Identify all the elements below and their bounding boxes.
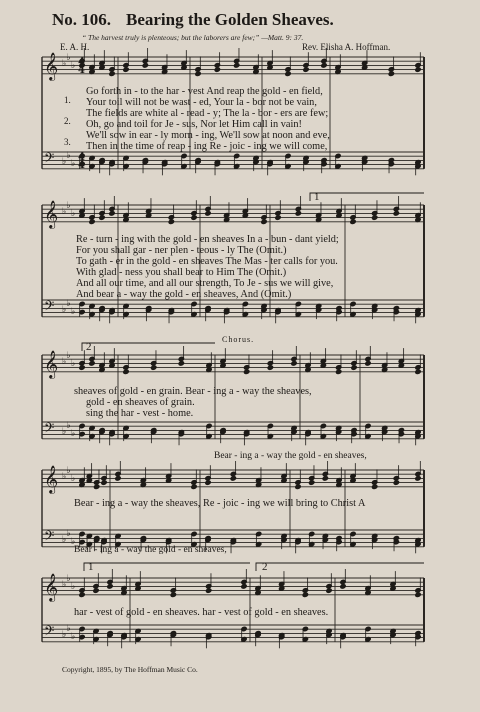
ending-mark: 1 — [88, 561, 94, 573]
note-head — [79, 365, 85, 370]
lyric-line: To gath - er in the gold - en sheaves The Mas - ter calls for you. — [76, 256, 338, 267]
lyric-line: And all our time, and all our strength, To Je - sus we will give, — [76, 278, 334, 289]
lyric-line: Your toil will not be wast - ed, Your la - bor not be vain, — [86, 97, 317, 108]
clef-icon: 𝄢 — [44, 420, 55, 439]
note-head — [109, 71, 115, 76]
note-head — [109, 211, 115, 216]
flat-icon: ♭ — [71, 474, 76, 484]
note-head — [365, 361, 371, 366]
note-head — [178, 361, 184, 366]
lyric-line: With glad - ness you shall bear to Him The (Omit.) — [76, 267, 287, 278]
lyric-line: har - vest of gold - en sheaves. har - vest of gold - en sheaves. — [74, 607, 329, 618]
note-head — [115, 476, 121, 481]
clef-icon: 𝄢 — [44, 528, 55, 547]
verse-number: 2. — [64, 116, 71, 126]
flat-icon: ♭ — [66, 201, 71, 211]
note-head — [94, 484, 100, 489]
note-head — [79, 592, 85, 597]
flat-icon: ♭ — [71, 632, 76, 642]
note-head — [89, 219, 95, 224]
note-head — [170, 592, 176, 597]
note-head — [295, 484, 301, 489]
note-head — [195, 71, 201, 76]
ending-mark: 1 — [314, 191, 320, 203]
note-head — [206, 588, 212, 593]
lyric-line: sheaves of gold - en grain. Bear - ing a - way the sheaves, — [74, 386, 312, 397]
flat-icon: ♭ — [62, 357, 67, 367]
ending-mark: 2 — [262, 561, 268, 573]
note-head — [205, 211, 211, 216]
ending-bracket — [256, 563, 424, 571]
lyric-line: sing the har - vest - home. — [86, 408, 194, 419]
note-head — [351, 365, 357, 370]
note-head — [372, 484, 378, 489]
note-head — [168, 219, 174, 224]
note-head — [309, 480, 315, 485]
flat-icon: ♭ — [62, 305, 67, 315]
note-head — [151, 365, 157, 370]
flat-icon: ♭ — [66, 421, 71, 431]
composer-credit: E. A. H. — [60, 42, 90, 52]
flat-icon: ♭ — [66, 529, 71, 539]
hymn-title: Bearing the Golden Sheaves. — [126, 10, 334, 29]
flat-icon: ♭ — [62, 472, 67, 482]
time-signature: 4 — [78, 57, 85, 68]
note-head — [267, 365, 273, 370]
time-signature: 4 — [78, 65, 85, 76]
lyric-line: We'll sow in ear - ly morn - ing, We'll sow at noon and eve, — [86, 130, 330, 141]
note-head — [336, 369, 342, 374]
note-head — [99, 215, 105, 220]
note-head — [415, 369, 421, 374]
note-head — [415, 592, 421, 597]
flat-icon: ♭ — [62, 535, 67, 545]
flat-icon: ♭ — [66, 466, 71, 476]
note-head — [191, 484, 197, 489]
clef-icon: 𝄞 — [44, 573, 59, 601]
lyric-line: Oh, go and toil for Je - sus, Nor let Him call in vain! — [86, 119, 302, 130]
clef-icon: 𝄢 — [44, 623, 55, 642]
flat-icon: ♭ — [71, 209, 76, 219]
flat-icon: ♭ — [71, 359, 76, 369]
note-head — [230, 476, 236, 481]
ending-bracket — [310, 193, 424, 201]
note-head — [303, 67, 309, 72]
flat-icon: ♭ — [62, 630, 67, 640]
note-head — [275, 215, 281, 220]
note-head — [123, 369, 129, 374]
flat-icon: ♭ — [62, 59, 67, 69]
clef-icon: 𝄢 — [44, 150, 55, 169]
verse-number: 1. — [64, 95, 71, 105]
flat-icon: ♭ — [66, 299, 71, 309]
ending-bracket — [82, 343, 215, 351]
lyric-line: Bear - ing a - way the sheaves, Re - joic - ing we will bring to Christ A — [74, 498, 366, 509]
note-head — [234, 63, 240, 68]
note-head — [285, 71, 291, 76]
note-head — [142, 63, 148, 68]
note-head — [214, 67, 220, 72]
bass-lyric-line: Bear - ing a - way the gold - en sheaves, — [74, 545, 227, 555]
flat-icon: ♭ — [71, 582, 76, 592]
flat-icon: ♭ — [62, 207, 67, 217]
lyric-line: gold - en sheaves of grain. — [86, 397, 195, 408]
note-head — [101, 480, 107, 485]
note-head — [89, 361, 95, 366]
lyric-line: Then in the time of reap - ing Re - joic - ing we will come, — [86, 141, 328, 152]
note-head — [326, 588, 332, 593]
note-head — [393, 211, 399, 216]
clef-icon: 𝄞 — [44, 350, 59, 378]
note-head — [372, 215, 378, 220]
note-head — [295, 211, 301, 216]
clef-icon: 𝄞 — [44, 52, 59, 80]
note-head — [244, 369, 250, 374]
note-head — [321, 63, 327, 68]
time-signature: 4 — [78, 160, 85, 171]
note-head — [302, 592, 308, 597]
flat-icon: ♭ — [62, 427, 67, 437]
flat-icon: ♭ — [71, 159, 76, 169]
note-head — [388, 71, 394, 76]
chorus-label: Chorus. — [222, 335, 255, 344]
ending-mark: 2 — [86, 341, 92, 353]
note-head — [415, 476, 421, 481]
note-head — [205, 480, 211, 485]
flat-icon: ♭ — [62, 157, 67, 167]
ending-bracket — [84, 563, 250, 571]
flat-icon: ♭ — [66, 151, 71, 161]
clef-icon: 𝄞 — [44, 200, 59, 228]
note-head — [393, 480, 399, 485]
flat-icon: ♭ — [66, 53, 71, 63]
lyric-line: Go forth in - to the har - vest And reap the gold - en field, — [86, 86, 323, 97]
note-head — [261, 219, 267, 224]
verse-number: 3. — [64, 137, 71, 147]
bass-lyric-line: Bear - ing a - way the gold - en sheaves, — [214, 451, 367, 461]
lyric-line: And bear a - way the gold - en sheaves, And (Omit.) — [76, 289, 292, 300]
time-signature: 4 — [78, 152, 85, 163]
flat-icon: ♭ — [66, 624, 71, 634]
lyric-line: Re - turn - ing with the gold - en sheaves In a - bun - dant yield; — [76, 234, 339, 245]
flat-icon: ♭ — [71, 537, 76, 547]
note-head — [241, 584, 247, 589]
clef-icon: 𝄢 — [44, 298, 55, 317]
hymn-number: No. 106. — [52, 10, 112, 29]
note-head — [322, 476, 328, 481]
note-head — [191, 215, 197, 220]
flat-icon: ♭ — [71, 61, 76, 71]
note-head — [415, 67, 421, 72]
lyric-line: The fields are white al - read - y; The la - bor - ers are few; — [86, 108, 329, 119]
copyright-notice: Copyright, 1895, by The Hoffman Music Co. — [62, 665, 198, 674]
note-head — [123, 67, 129, 72]
flat-icon: ♭ — [71, 307, 76, 317]
flat-icon: ♭ — [71, 429, 76, 439]
note-head — [350, 219, 356, 224]
lyric-line: For you shall gar - ner plen - teous - ly The (Omit.) — [76, 245, 287, 256]
author-credit: Rev. Elisha A. Hoffman. — [302, 42, 391, 52]
note-head — [107, 584, 113, 589]
flat-icon: ♭ — [62, 580, 67, 590]
scripture-epigraph: “ The harvest truly is plenteous; but the laborers are few;” —Matt. 9: 37. — [82, 33, 304, 42]
note-head — [340, 584, 346, 589]
note-head — [93, 588, 99, 593]
note-head — [291, 361, 297, 366]
clef-icon: 𝄞 — [44, 465, 59, 493]
flat-icon: ♭ — [66, 351, 71, 361]
flat-icon: ♭ — [66, 574, 71, 584]
